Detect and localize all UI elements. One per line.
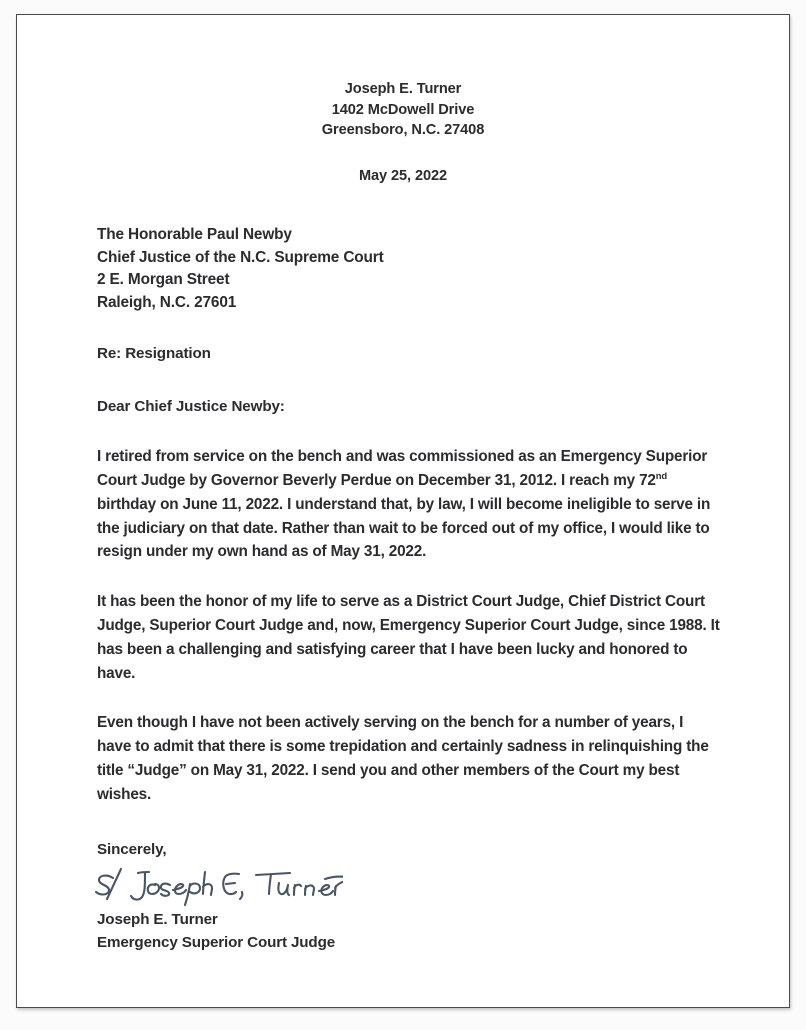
paragraph-1-text-after-ordinal: birthday on June 11, 2022. I understand that, by law, I will become ineligible to serve in the judiciary on that date. Rather than wait to be forced out of my office, I would like to resign under my own hand as of May 31, 2022. — [97, 495, 711, 561]
letter-date: May 25, 2022 — [358, 167, 448, 184]
letter-page — [16, 14, 790, 1008]
letter-content — [17, 15, 789, 1007]
handwritten-signature — [97, 863, 721, 909]
closing-salutation: Sincerely, — [97, 840, 167, 858]
signer-name: Joseph E. Turner — [97, 911, 218, 929]
subject-line: Re: Resignation — [97, 345, 211, 362]
signer-block — [97, 909, 721, 954]
body-paragraph-1 — [97, 445, 721, 564]
addressee-block — [97, 224, 721, 314]
letterhead — [17, 79, 789, 141]
ordinal-suffix: nd — [655, 470, 667, 482]
addressee-street: 2 E. Morgan Street — [97, 271, 230, 289]
body-paragraph-2: It has been the honor of my life to serve as a District Court Judge, Chief District Court Judge, Superior Court Judge and, now, Emergency Superior Court Judge, since 1988. It has been a challenging and satisfying career that I have been lucky and honored to have. — [97, 593, 720, 682]
addressee-city-state-zip: Raleigh, N.C. 27601 — [97, 293, 237, 311]
paragraph-1-text-before-ordinal: I retired from service on the bench and was commissioned as an Emergency Superior Court Judge by Governor Beverly Perdue on December 31, 2012. I reach my 72 — [97, 448, 708, 489]
salutation: Dear Chief Justice Newby: — [97, 397, 285, 415]
addressee-title: Chief Justice of the N.C. Supreme Court — [97, 248, 384, 266]
addressee-name: The Honorable Paul Newby — [97, 226, 292, 244]
signer-title: Emergency Superior Court Judge — [97, 933, 336, 951]
letterhead-name: Joseph E. Turner — [344, 81, 462, 97]
body-paragraph-3: Even though I have not been actively serving on the bench for a number of years, I have to admit that there is some trepidation and certainly sadness in relinquishing the title “Judge” on May 31, 2022. I send you and other members of the Court my best wishes. — [97, 714, 709, 803]
letterhead-city-state-zip: Greensboro, N.C. 27408 — [321, 122, 485, 139]
letterhead-street: 1402 McDowell Drive — [331, 101, 475, 118]
